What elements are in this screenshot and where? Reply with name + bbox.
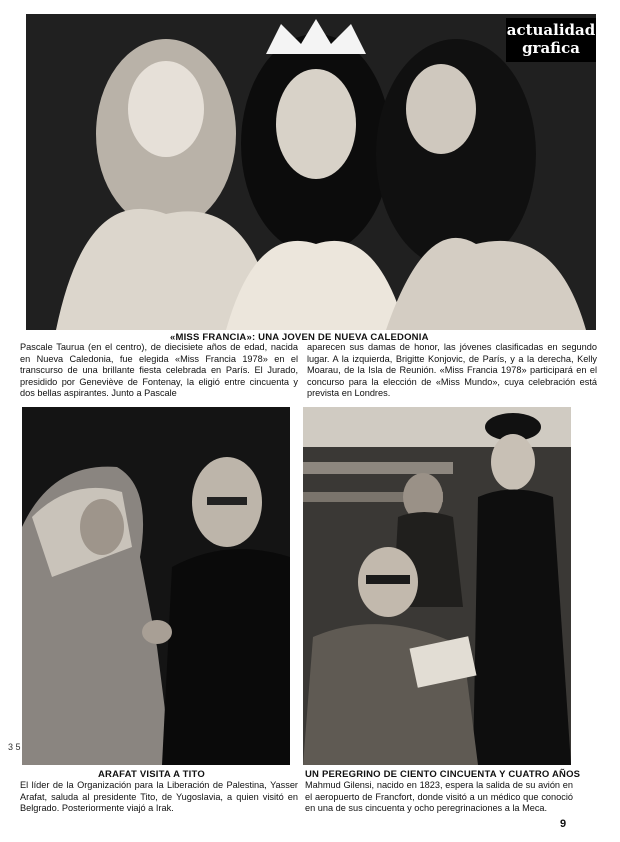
miss-france-caption-left: Pascale Taurua (en el centro), de diecisiete años de edad, nacida en Nueva Caledonia, fue elegida «Miss Francia 1978» en el transcurso de una brillante fiesta celebrada en París. El Jurado, presidido por Geneviève de Fontenay, la eligió entre cincuenta y dos bellas aspirantes. Junto a Pascale [20, 342, 298, 398]
miss-france-headline: «MISS FRANCIA»: UNA JOVEN DE NUEVA CALEDONIA [170, 332, 429, 343]
arafat-tito-photo [22, 407, 290, 765]
section-tag-line1: actualidad [506, 21, 596, 39]
pilgrim-caption: Mahmud Gilensi, nacido en 1823, espera la salida de su avión en el aeropuerto de Francfort, donde visitó a un médico que conoció en una de sus cincuenta y ocho peregrinaciones a la Meca. [305, 780, 573, 813]
pilgrim-photo [303, 407, 571, 765]
page-number: 9 [560, 818, 567, 830]
arafat-caption: El líder de la Organización para la Liberación de Palestina, Yasser Arafat, saluda al presidente Tito, de Yugoslavia, a quien visitó en Belgrado. Posteriormente viajó a Irak. [20, 780, 298, 813]
section-tag-line2: grafica [522, 39, 580, 57]
arafat-headline: ARAFAT VISITA A TITO [98, 769, 205, 780]
side-mark: 3 5 [8, 742, 21, 752]
section-tag [506, 18, 596, 62]
miss-france-caption-right: aparecen sus damas de honor, las jóvenes clasificadas en segundo lugar. A la izquierda, Brigitte Konjovic, de París, y a la derecha, Kelly Moarau, de la Isla de Reunión. «Miss Francia 1978» participará en el concurso para la elección de «Miss Mundo», cuya celebración está prevista en Londres. [307, 342, 597, 398]
pilgrim-headline: UN PEREGRINO DE CIENTO CINCUENTA Y CUATRO AÑOS [305, 769, 581, 780]
